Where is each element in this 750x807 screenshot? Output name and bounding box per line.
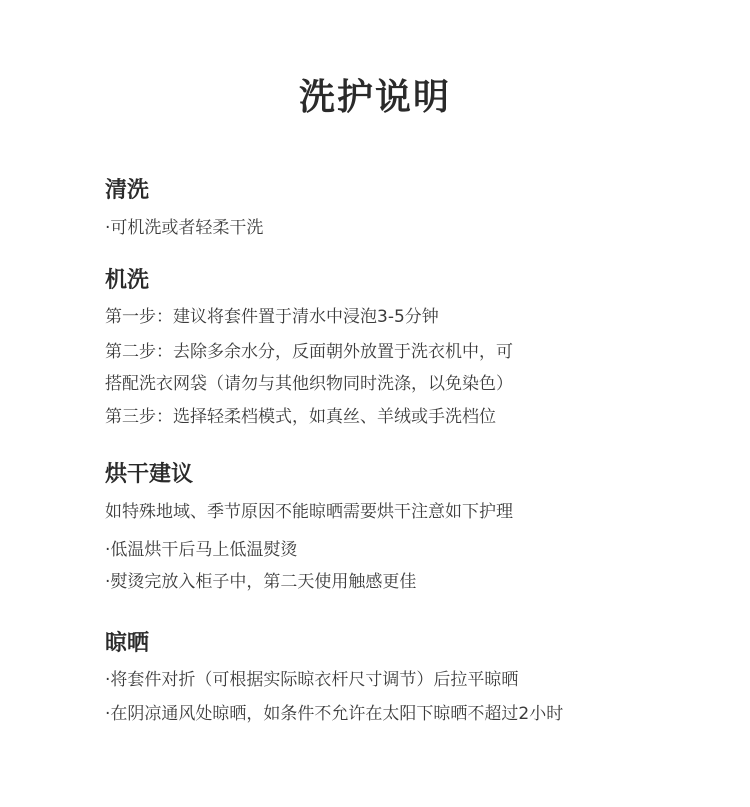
drying-intro: 如特殊地域、季节原因不能晾晒需要烘干注意如下护理 bbox=[105, 502, 513, 522]
section-heading-cleaning: 清洗 bbox=[105, 178, 150, 203]
airing-tip-1: ·将套件对折（可根据实际晾衣杆尺寸调节）后拉平晾晒 bbox=[105, 670, 519, 690]
machine-wash-step-3: 第三步：选择轻柔档模式，如真丝、羊绒或手洗档位 bbox=[105, 407, 496, 427]
machine-wash-step-2: 第二步：去除多余水分，反面朝外放置于洗衣机中，可 bbox=[105, 342, 513, 362]
page-title: 洗护说明 bbox=[298, 77, 451, 118]
section-heading-airing: 晾晒 bbox=[105, 631, 150, 656]
drying-tip-1: ·低温烘干后马上低温熨烫 bbox=[105, 540, 298, 560]
drying-tip-2: ·熨烫完放入柜子中，第二天使用触感更佳 bbox=[105, 572, 417, 592]
machine-wash-step-1: 第一步：建议将套件置于清水中浸泡3-5分钟 bbox=[105, 307, 439, 327]
machine-wash-step-2-cont: 搭配洗衣网袋（请勿与其他织物同时洗涤，以免染色） bbox=[105, 374, 513, 394]
airing-tip-2: ·在阴凉通风处晾晒，如条件不允许在太阳下晾晒不超过2小时 bbox=[105, 704, 564, 724]
section-heading-drying: 烘干建议 bbox=[105, 462, 194, 487]
section-heading-machine-wash: 机洗 bbox=[105, 268, 150, 293]
cleaning-line: ·可机洗或者轻柔干洗 bbox=[105, 218, 264, 238]
